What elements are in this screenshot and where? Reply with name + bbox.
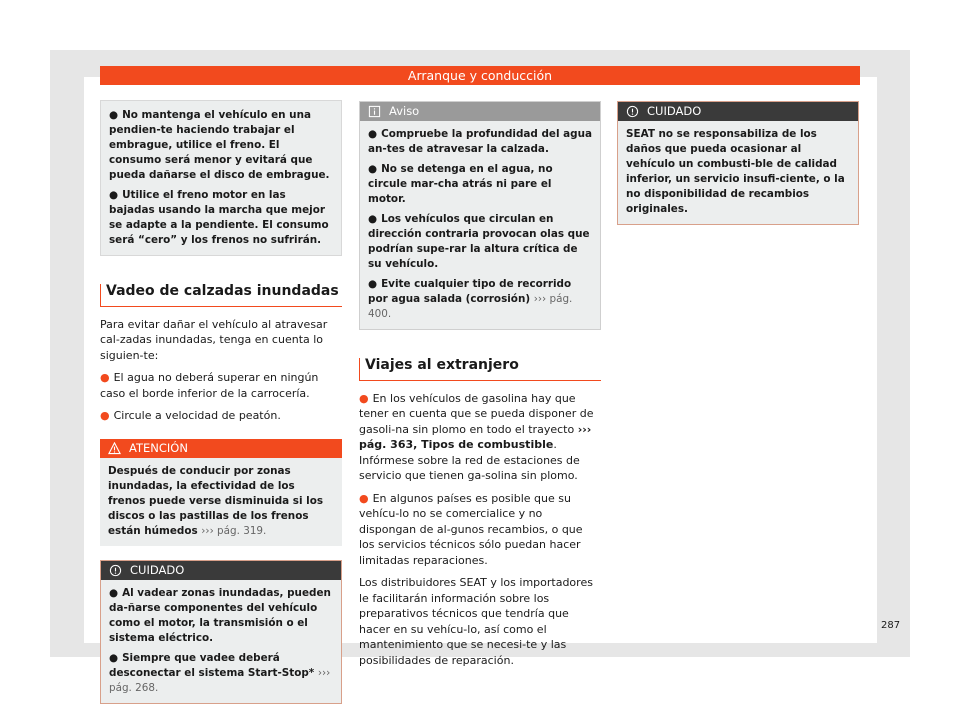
warning-header bbox=[100, 439, 342, 458]
warning-triangle-icon bbox=[108, 442, 121, 455]
bullet-icon: ● bbox=[100, 371, 110, 384]
section-rule bbox=[100, 306, 342, 307]
bullet-icon: ● bbox=[368, 128, 378, 140]
aviso-item: ● No se detenga en el agua, no circule mar-cha atrás ni pare el motor. bbox=[368, 163, 553, 205]
tip-item: ● No mantenga el vehículo en una pendien-te haciendo trabajar el embrague, utilice el freno. El consumo será menor y evitará que pueda dañarse el disco de embrague. bbox=[109, 109, 330, 181]
caution-header bbox=[101, 561, 341, 580]
bullet-icon: ● bbox=[368, 213, 378, 225]
bullet-icon: ● bbox=[368, 163, 378, 175]
aviso-title: Aviso bbox=[389, 104, 420, 118]
bullet-icon: ● bbox=[359, 491, 369, 505]
middle-column bbox=[359, 101, 601, 675]
aviso-box bbox=[359, 101, 601, 330]
page-ref-link[interactable]: ››› pág. 363, Tipos de combustible bbox=[359, 422, 592, 451]
section-title-viajes: Viajes al extranjero bbox=[359, 358, 601, 380]
caution-box-right bbox=[617, 101, 859, 225]
right-column bbox=[617, 101, 859, 225]
caution-body bbox=[101, 580, 341, 703]
aviso-body bbox=[360, 121, 600, 329]
bullet-icon: ● bbox=[109, 189, 119, 201]
page-ref-link[interactable]: ››› pág. 319. bbox=[201, 524, 267, 537]
caution-header bbox=[618, 102, 858, 121]
chapter-header: Arranque y conducción bbox=[100, 66, 860, 85]
section-rule bbox=[359, 380, 601, 381]
caution-item: ● Al vadear zonas inundadas, pueden da-ñarse componentes del vehículo como el motor, la transmisión o el sistema eléctrico. bbox=[109, 586, 331, 644]
bullet-icon: ● bbox=[368, 278, 378, 290]
bullet-icon: ● bbox=[109, 586, 119, 599]
bullet-icon: ● bbox=[109, 109, 119, 121]
page-ref-link[interactable]: ››› pág. 268. bbox=[109, 666, 331, 694]
caution-title: CUIDADO bbox=[647, 104, 702, 118]
list-item: ● Circule a velocidad de peatón. bbox=[100, 409, 281, 422]
info-square-icon bbox=[368, 105, 381, 118]
tip-item: ● Utilice el freno motor en las bajadas usando la marcha que mejor se adapte a la pendiente. El consumo será “cero” y los frenos no sufrirán. bbox=[109, 189, 329, 246]
caution-item: ● Siempre que vadee deberá desconectar el sistema Start-Stop* ››› pág. 268. bbox=[109, 651, 331, 694]
aviso-header bbox=[360, 102, 600, 121]
bullet-icon: ● bbox=[109, 651, 119, 664]
info-circle-icon bbox=[109, 564, 122, 577]
bullet-icon: ● bbox=[100, 409, 110, 422]
viajes-body bbox=[359, 391, 601, 669]
aviso-item: ● Compruebe la profundidad del agua an-tes de atravesar la calzada. bbox=[368, 128, 593, 155]
page-ref-link[interactable]: ››› pág. 400. bbox=[368, 293, 573, 320]
bullet-icon: ● bbox=[359, 391, 369, 405]
list-item: ● En algunos países es posible que su vehícu-lo no se comercialice y no dispongan de al-gunos recambios, o que los servicios técnicos sólo puedan hacer limitadas reparaciones. bbox=[359, 491, 583, 567]
caution-box bbox=[100, 560, 342, 704]
caution-text: SEAT no se responsabiliza de los daños que pueda ocasionar al vehículo un combusti-ble de calidad inferior, un servicio insufi-ciente, o la no disponibilidad de recambios originales. bbox=[626, 128, 845, 215]
warning-body: Después de conducir por zonas inundadas, la efectividad de los frenos puede verse disminuida si los discos o las pastillas de los frenos están húmedos ››› pág. 319. bbox=[100, 458, 342, 546]
info-circle-icon bbox=[626, 105, 639, 118]
warning-box bbox=[100, 439, 342, 546]
page-number: 287 bbox=[881, 620, 901, 631]
aviso-item: ● Los vehículos que circulan en dirección contraria provocan olas que podrían supe-rar la altura crítica de su vehículo. bbox=[368, 213, 590, 270]
list-item: ● En los vehículos de gasolina hay que tener en cuenta que se pueda disponer de gasoli-na sin plomo en todo el trayecto ››› pág. 363, Tipos de combustible. Infórmese sobre la red de estaciones de servicio que tienen ga-solina sin plomo. bbox=[359, 391, 594, 482]
warning-title: ATENCIÓN bbox=[129, 440, 188, 455]
caution-title: CUIDADO bbox=[130, 562, 185, 577]
vadeo-body bbox=[100, 317, 342, 424]
tips-box bbox=[100, 100, 342, 256]
section-title-vadeo: Vadeo de calzadas inundadas bbox=[100, 284, 342, 306]
aviso-item: ● Evite cualquier tipo de recorrido por agua salada (corrosión) ››› pág. 400. bbox=[368, 278, 573, 320]
intro-paragraph: Para evitar dañar el vehículo al atravesar cal-zadas inundadas, tenga en cuenta lo siguien-te: bbox=[100, 317, 328, 362]
body-paragraph: Los distribuidores SEAT y los importadores le facilitarán información sobre los preparativos técnicos que tendría que hacer en su vehícu-lo, así como el mantenimiento que se necesi-te y las posibilidades de reparación. bbox=[359, 576, 593, 667]
left-column bbox=[100, 100, 342, 704]
caution-body bbox=[618, 121, 858, 224]
list-item: ● El agua no deberá superar en ningún caso el borde inferior de la carrocería. bbox=[100, 371, 319, 400]
